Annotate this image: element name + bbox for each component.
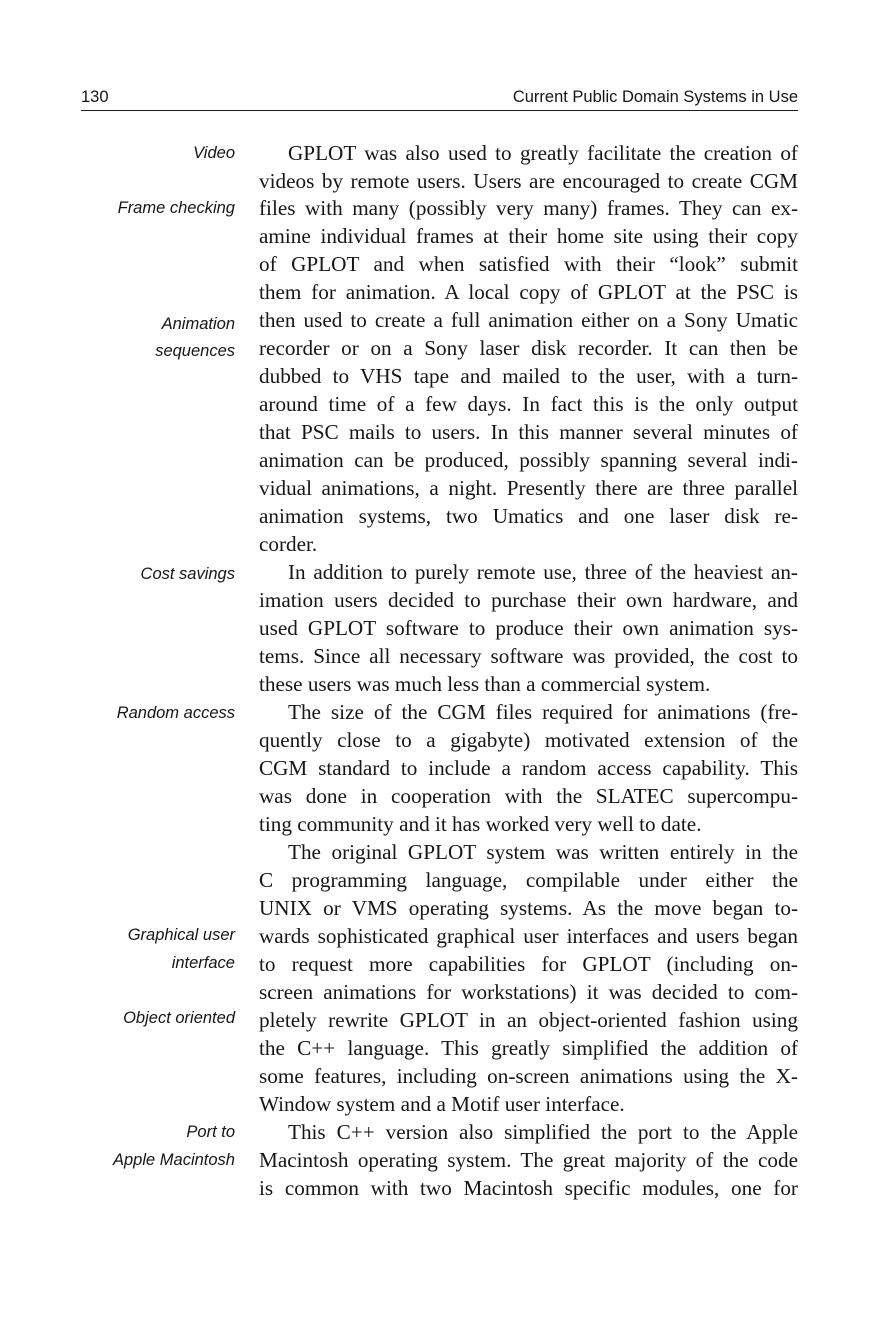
body-line: to request more capabilities for GPLOT (including on- [259, 952, 798, 976]
body-line: The size of the CGM files required for animations (fre- [288, 700, 798, 724]
body-line: dubbed to VHS tape and mailed to the user, with a turn- [259, 364, 798, 388]
body-line: is common with two Macintosh specific modules, one for [259, 1176, 798, 1200]
body-line: was done in cooperation with the SLATEC supercompu- [259, 784, 798, 808]
body-line: recorder or on a Sony laser disk recorder. It can then be [259, 336, 798, 360]
body-line: screen animations for workstations) it was decided to com- [259, 980, 798, 1004]
body-line: used GPLOT software to produce their own animation sys- [259, 616, 798, 640]
body-line: wards sophisticated graphical user interfaces and users began [259, 924, 798, 948]
body-line: Window system and a Motif user interface. [259, 1092, 625, 1116]
page-header [81, 88, 798, 111]
margin-note-graphical-user: Graphical user [127, 926, 235, 944]
body-line: ting community and it has worked very well to date. [259, 812, 702, 836]
body-line: UNIX or VMS operating systems. As the move began to- [259, 896, 798, 920]
margin-note-animation: Animation [161, 315, 235, 333]
body-line: these users was much less than a commercial system. [259, 672, 711, 696]
body-line: The original GPLOT system was written entirely in the [288, 840, 798, 864]
margin-note-sequences: sequences [155, 342, 235, 360]
body-line: the C++ language. This greatly simplified the addition of [259, 1036, 798, 1060]
body-line: around time of a few days. In fact this is the only output [259, 392, 798, 416]
body-line: pletely rewrite GPLOT in an object-oriented fashion using [259, 1008, 798, 1032]
body-line: then used to create a full animation either on a Sony Umatic [259, 308, 798, 332]
body-line: some features, including on-screen animations using the X- [259, 1064, 798, 1088]
body-line: videos by remote users. Users are encouraged to create CGM [259, 169, 798, 193]
body-line: This C++ version also simplified the port to the Apple [288, 1120, 798, 1144]
body-line: CGM standard to include a random access capability. This [259, 756, 798, 780]
margin-note-video: Video [193, 144, 235, 162]
body-line: animation systems, two Umatics and one laser disk re- [259, 504, 798, 528]
body-line: C programming language, compilable under either the [259, 868, 798, 892]
running-head: Current Public Domain Systems in Use [512, 88, 798, 106]
body-line: imation users decided to purchase their own hardware, and [259, 588, 798, 612]
body-line: Macintosh operating system. The great majority of the code [259, 1148, 798, 1172]
body-line: tems. Since all necessary software was provided, the cost to [259, 644, 798, 668]
body-line: of GPLOT and when satisfied with their “look” submit [259, 252, 798, 276]
body-line: In addition to purely remote use, three of the heaviest an- [288, 560, 798, 584]
margin-note-object-oriented: Object oriented [123, 1009, 235, 1027]
body-line: that PSC mails to users. In this manner several minutes of [259, 420, 798, 444]
margin-note-port-to: Port to [186, 1123, 235, 1141]
margin-note-random-access: Random access [116, 704, 235, 722]
margin-note-interface: interface [171, 954, 235, 972]
margin-note-frame-checking: Frame checking [117, 199, 235, 217]
body-line: animation can be produced, possibly spanning several indi- [259, 448, 798, 472]
body-line: amine individual frames at their home site using their copy [259, 224, 798, 248]
page-number: 130 [81, 88, 109, 106]
margin-note-cost-savings: Cost savings [140, 565, 235, 583]
body-line: quently close to a gigabyte) motivated extension of the [259, 728, 798, 752]
body-line: GPLOT was also used to greatly facilitate the creation of [288, 141, 798, 165]
body-line: files with many (possibly very many) frames. They can ex- [259, 196, 798, 220]
margin-note-apple-macintosh: Apple Macintosh [113, 1151, 235, 1169]
body-line: vidual animations, a night. Presently there are three parallel [259, 476, 798, 500]
body-line: corder. [259, 532, 318, 556]
body-line: them for animation. A local copy of GPLOT at the PSC is [259, 280, 798, 304]
